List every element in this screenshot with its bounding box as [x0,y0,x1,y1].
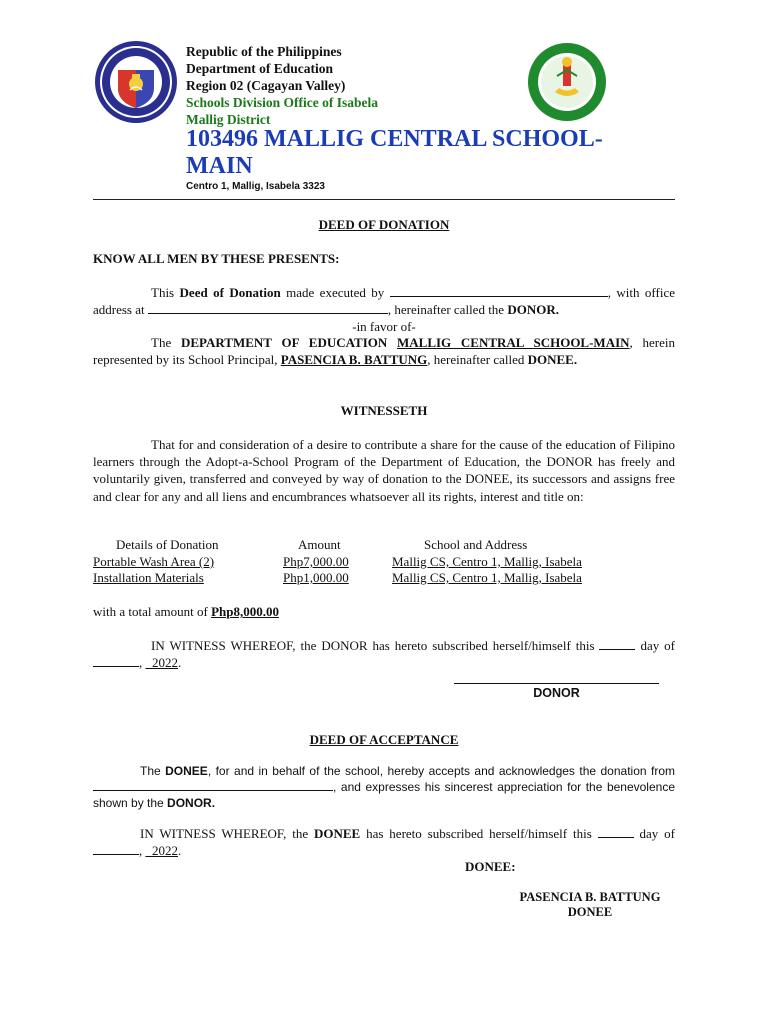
donation-paragraph-1 [93,284,675,318]
p1-text-e: , hereinafter called the [387,302,508,318]
acc-donor-term: DONOR. [167,796,216,811]
school-address: Centro 1, Mallig, Isabela 3323 [186,181,325,192]
total-value: Php8,000.00 [211,604,279,619]
deed-title: DEED OF DONATION [318,217,450,232]
acceptance-paragraph [93,763,675,812]
table-row-2-school: Mallig CS, Centro 1, Mallig, Isabela [392,570,582,585]
witness2-text-d: day of [633,826,676,841]
donor-from-blank[interactable] [93,779,333,791]
witness2-donee-term: DONEE [314,826,361,841]
letterhead [186,43,378,128]
table-header-details: Details of Donation [116,537,219,552]
witness1-text-a: IN WITNESS WHEREOF, the DONOR has hereto subscribed herself/himself this [151,638,595,653]
header-divider [93,199,675,200]
know-all-line: KNOW ALL MEN BY THESE PRESENTS: [93,251,340,266]
witness2-text-e: , [139,843,146,859]
witness1-text-c: , [139,655,146,671]
donation-paragraph-2 [93,334,675,368]
department-term: DEPARTMENT OF EDUCATION [180,335,397,350]
donor-term: DONOR. [507,302,559,318]
witness1-text-b: day of [635,638,676,653]
school-term: MALLIG CENTRAL SCHOOL-MAIN [397,335,630,350]
donee-heading: DONEE: [465,859,516,874]
p1-text-c: made executed by [280,285,390,300]
signatory-name: PASENCIA B. BATTUNG [519,890,661,904]
donor-year: _2022 [145,655,178,671]
deped-seal-left-icon [94,40,178,124]
letterhead-line-district: Mallig District [186,112,271,127]
in-favor-of: -in favor of- [352,319,416,334]
acceptance-title: DEED OF ACCEPTANCE [309,732,459,747]
p1-text-d: , with office address at [93,285,676,318]
witnesseth-heading: WITNESSETH [340,403,428,418]
letterhead-line-department: Department of Education [186,61,333,76]
p2-text-d: , herein represented by its School Principal, [93,335,676,368]
witness1-end: . [178,655,182,671]
acc-text-a: The [140,764,166,778]
donor-month-blank[interactable] [93,655,139,667]
donor-label: DONOR [533,686,580,700]
witness2-text-c: has hereto subscribed herself/himself this [360,826,592,841]
deed-of-donation-term: Deed of Donation [179,285,281,300]
donee-witness-paragraph [93,825,675,859]
signatory-role: DONEE [567,905,613,919]
school-name: 103496 MALLIG CENTRAL SCHOOL-MAIN [186,126,603,179]
p2-text-a: The [151,335,181,350]
table-row-1-details: Portable Wash Area (2) [93,554,215,569]
p1-text-a: This [151,285,180,300]
donee-month-blank[interactable] [93,843,139,855]
table-header-amount: Amount [298,537,341,552]
donee-day-blank[interactable] [598,826,634,838]
office-address-blank[interactable] [148,302,388,314]
donor-witness-paragraph [93,637,675,671]
acc-text-c: , for and in behalf of the school, hereby accepts and acknowledges the donation from [207,764,675,778]
donee-signature-block [480,890,700,920]
p2-text-f: , hereinafter called [427,352,528,368]
donor-day-blank[interactable] [599,638,635,650]
donor-name-blank[interactable] [390,285,608,297]
principal-name: PASENCIA B. BATTUNG [280,352,428,368]
donee-term: DONEE. [527,352,578,368]
letterhead-line-republic: Republic of the Philippines [186,44,342,59]
letterhead-line-division: Schools Division Office of Isabela [186,95,379,110]
total-amount-line [93,603,279,620]
table-row-1-amount: Php7,000.00 [283,554,349,569]
witness2-text-a: IN WITNESS WHEREOF, the [140,826,314,841]
table-row-1-school: Mallig CS, Centro 1, Mallig, Isabela [392,554,582,569]
witness2-end: . [178,843,182,859]
acc-donee-term: DONEE [165,764,208,778]
letterhead-line-region: Region 02 (Cagayan Valley) [186,78,346,93]
table-row-2-amount: Php1,000.00 [283,570,349,585]
donation-paragraph-3: That for and consideration of a desire to contribute a share for the cause of the education of Filipino learners through the Adopt-a-School Program of the Department of Education, the DONOR has freely and voluntarily given, transferred and conveyed by way of donation to the DONEE, its successors and assigns free and clear for any and all liens and encumbrances whatsoever all its rights, interest and title on: [93,437,675,504]
division-seal-right-icon [527,42,607,122]
donor-signature-line[interactable] [454,683,659,684]
total-label: with a total amount of [93,604,212,619]
table-row-2-details: Installation Materials [93,570,204,585]
donee-year: _2022 [145,843,178,859]
acc-text-d: , and expresses his sincerest appreciation for the benevolence shown by the [93,780,675,811]
table-header-school: School and Address [424,537,528,552]
